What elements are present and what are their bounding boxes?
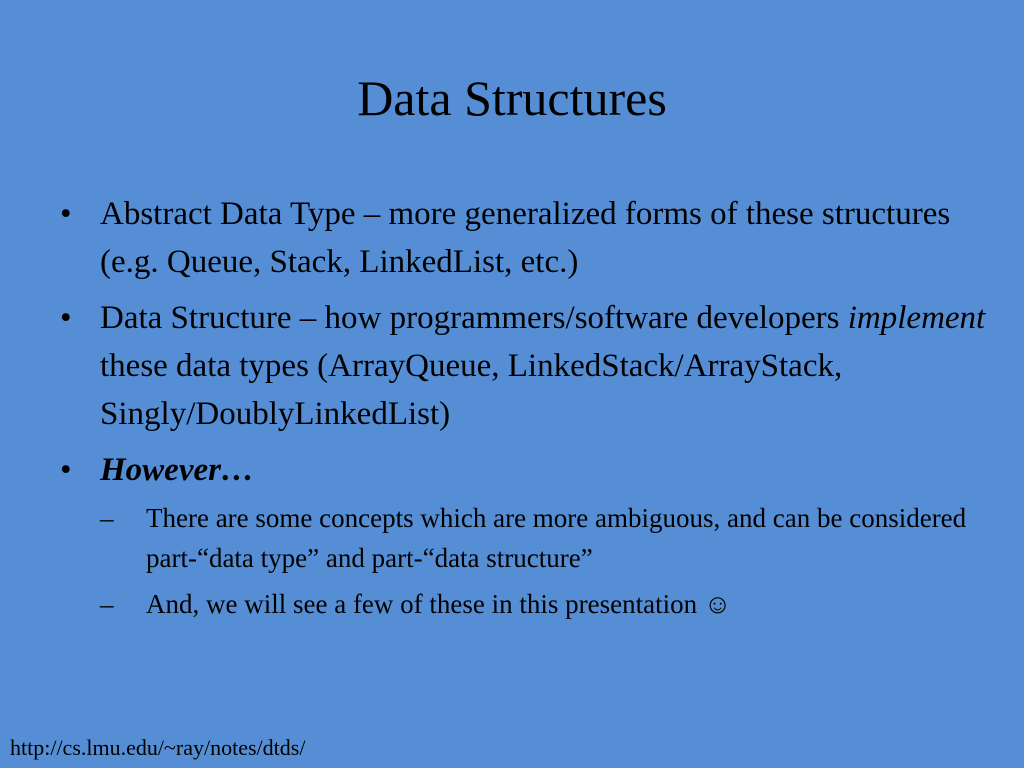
sub-bullet-marker: – (100, 589, 114, 619)
footer-url: http://cs.lmu.edu/~ray/notes/dtds/ (10, 735, 306, 760)
sub-bullet-text: And, we will see a few of these in this presentation ☺ (146, 589, 732, 619)
bullet-text: Data Structure – how programmers/software developers (100, 300, 848, 336)
slide-title: Data Structures (357, 70, 667, 126)
sub-bullet-ambiguous-concepts (100, 498, 990, 578)
bullet-marker: • (60, 452, 72, 488)
bullet-abstract-data-type (60, 190, 990, 286)
bullet-data-structure (60, 294, 990, 438)
sub-bullet-presentation (100, 584, 990, 624)
sub-bullet-text: There are some concepts which are more ambiguous, and can be considered part-“data type” and part-“data structure” (146, 503, 967, 573)
bullet-however (60, 446, 990, 624)
bullet-marker: • (60, 196, 72, 232)
sub-bullet-list (100, 498, 990, 624)
bullet-text: However… (100, 452, 254, 488)
bullet-text: Abstract Data Type – more generalized forms of these structures (e.g. Queue, Stack, LinkedList, etc.) (100, 196, 951, 280)
sub-bullet-marker: – (100, 503, 114, 533)
bullet-text-continued: these data types (ArrayQueue, LinkedStack/ArrayStack, Singly/DoublyLinkedList) (100, 348, 843, 432)
bullet-emphasis: implement (847, 300, 986, 336)
bullet-list (60, 190, 990, 632)
bullet-marker: • (60, 300, 72, 336)
